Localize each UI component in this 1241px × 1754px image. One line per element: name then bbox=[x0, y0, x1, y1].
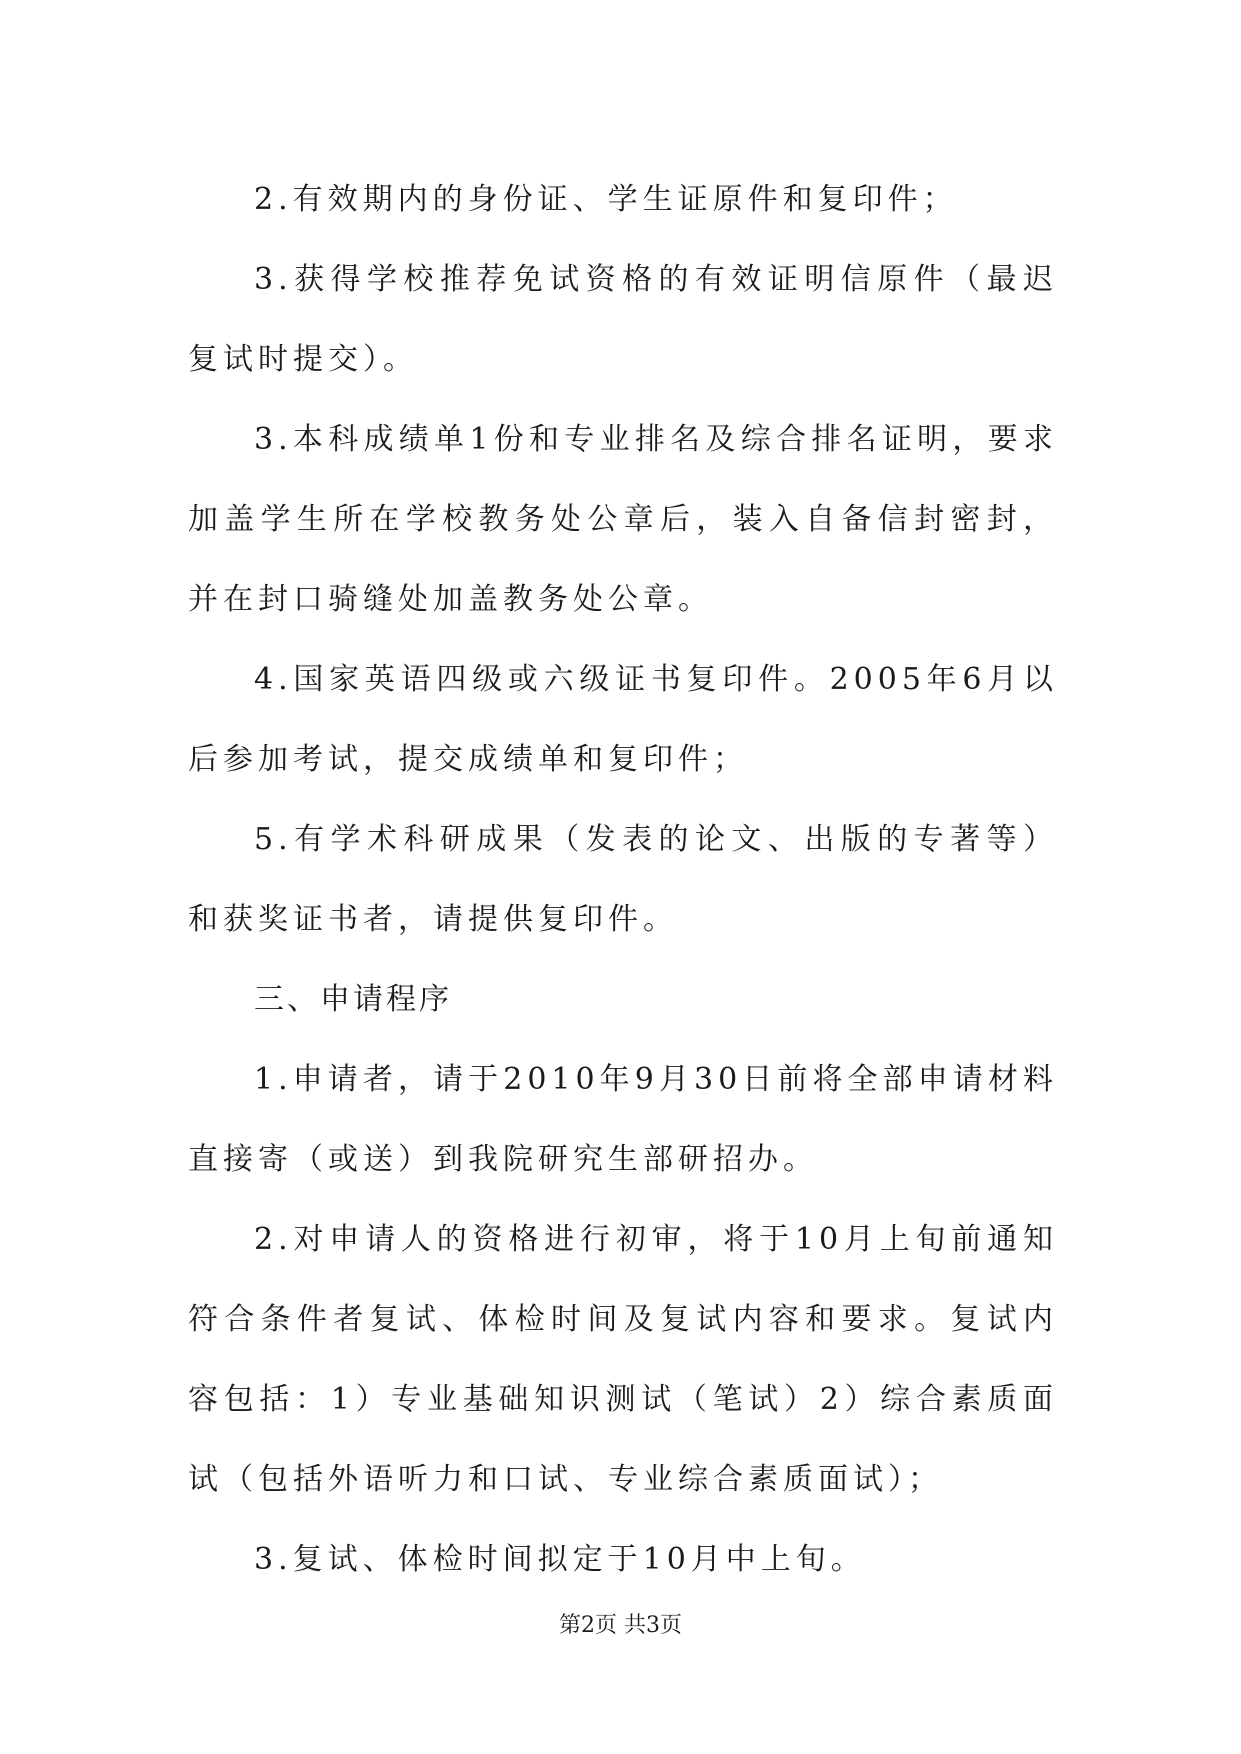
document-body bbox=[188, 160, 1058, 1600]
section-heading-application-procedure: 三、申请程序 bbox=[254, 982, 452, 1017]
paragraph-transcript: 3.本科成绩单1份和专业排名及综合排名证明，要求加盖学生所在学校教务处公章后，装入自备信封密封，并在封口骑缝处加盖教务处公章。 bbox=[188, 422, 1058, 617]
page-number-footer: 第2页 共3页 bbox=[559, 1613, 682, 1638]
paragraph-submission-deadline: 1.申请者，请于2010年9月30日前将全部申请材料直接寄（或送）到我院研究生部研招办。 bbox=[188, 1062, 1058, 1177]
paragraph-preliminary-review: 2.对申请人的资格进行初审，将于10月上旬前通知符合条件者复试、体检时间及复试内容和要求。复试内容包括：1）专业基础知识测试（笔试）2）综合素质面试（包括外语听力和口试、专业综合素质面试）； bbox=[188, 1222, 1058, 1497]
paragraph-english-certificate: 4.国家英语四级或六级证书复印件。2005年6月以后参加考试，提交成绩单和复印件； bbox=[188, 662, 1058, 777]
paragraph-recommendation-letter: 3.获得学校推荐免试资格的有效证明信原件（最迟复试时提交）。 bbox=[188, 262, 1058, 377]
paragraph-id-card: 2.有效期内的身份证、学生证原件和复印件； bbox=[254, 182, 958, 217]
paragraph-interview-schedule: 3.复试、体检时间拟定于10月中上旬。 bbox=[254, 1542, 866, 1577]
paragraph-research-results: 5.有学术科研成果（发表的论文、出版的专著等）和获奖证书者，请提供复印件。 bbox=[188, 822, 1058, 937]
